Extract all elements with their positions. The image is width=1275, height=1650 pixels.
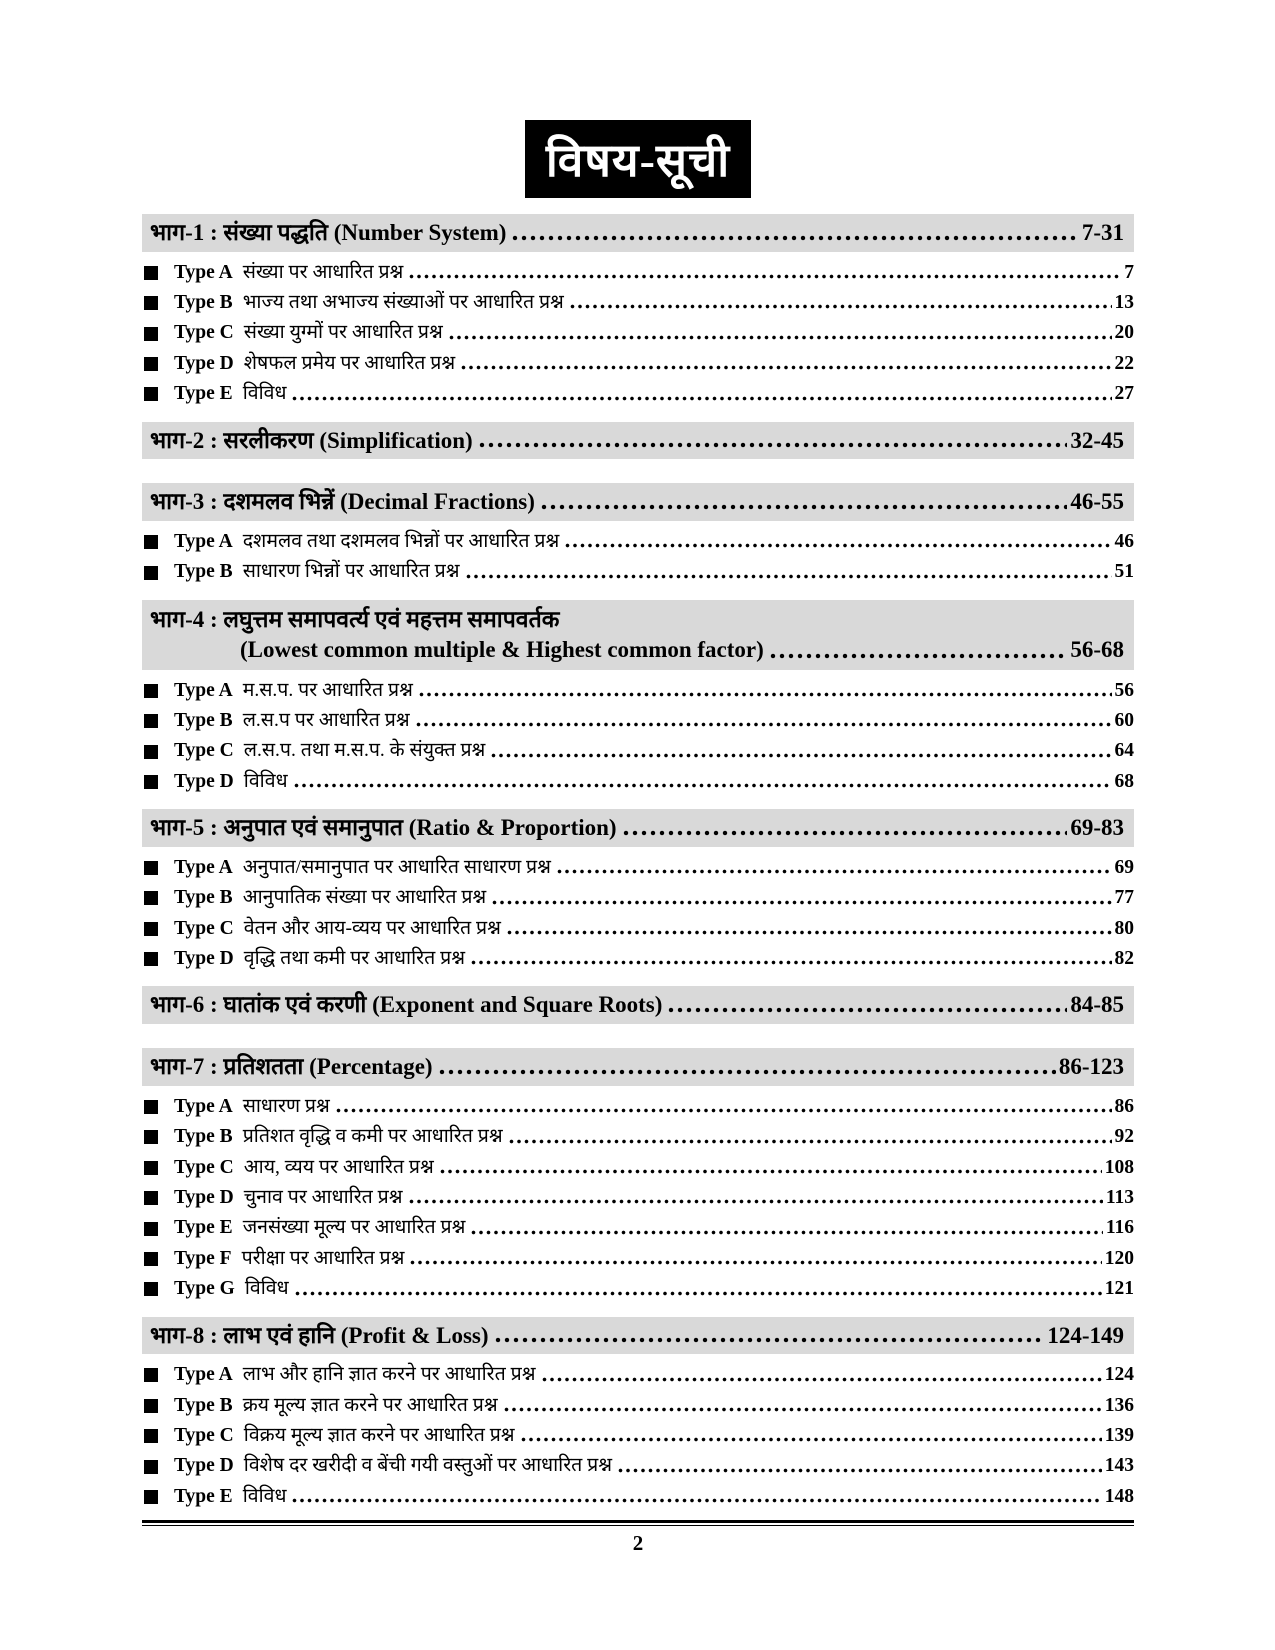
footer-rule [142,1520,1134,1526]
item-description: परीक्षा पर आधारित प्रश्न [241,1247,405,1269]
dot-leader [492,899,1111,906]
item-description: साधारण भिन्नों पर आधारित प्रश्न [242,561,460,583]
toc-item [142,292,1134,314]
item-page-number: 80 [1114,917,1134,939]
section-title: भाग-4 : लघुत्तम समापवर्त्य एवं महत्तम समापवर्तक [150,606,560,632]
item-type-label: Type C [174,740,234,762]
item-description: विशेष दर खरीदी व बेंची गयी वस्तुओं पर आधारित प्रश्न [243,1455,613,1477]
square-bullet-icon [144,1222,158,1236]
dot-leader [623,829,1068,837]
section-header-6 [142,986,1134,1024]
item-description: आनुपातिक संख्या पर आधारित प्रश्न [242,887,487,909]
dot-leader [292,395,1111,402]
dot-leader [410,1259,1101,1266]
item-description: लाभ और हानि ज्ञात करने पर आधारित प्रश्न [242,1364,536,1386]
item-page-number: 51 [1114,561,1134,583]
dot-leader [495,1336,1045,1344]
section-page-range: 124-149 [1047,1322,1124,1348]
item-page-number: 56 [1114,679,1134,701]
toc-item [142,857,1134,879]
toc-item [142,1425,1134,1447]
square-bullet-icon [144,357,158,371]
square-bullet-icon [144,266,158,280]
item-type-label: Type A [174,1364,233,1386]
page-title: विषय-सूची [525,120,751,198]
square-bullet-icon [144,1191,158,1205]
item-type-label: Type B [174,561,233,583]
dot-leader [471,1229,1102,1236]
item-page-number: 20 [1114,322,1134,344]
item-page-number: 68 [1114,770,1134,792]
dot-leader [409,1198,1103,1205]
dot-leader [294,782,1112,789]
section-page-range: 32-45 [1070,427,1124,453]
section-header-5 [142,809,1134,847]
section-header-2 [142,422,1134,460]
dot-leader [440,1168,1102,1175]
item-page-number: 124 [1104,1364,1134,1386]
dot-leader [491,752,1111,759]
square-bullet-icon [144,566,158,580]
item-description: ल.स.प पर आधारित प्रश्न [242,709,410,731]
toc-page [142,0,1134,1556]
toc-item [142,771,1134,793]
item-type-label: Type C [174,917,234,939]
item-type-label: Type B [174,292,233,314]
dot-leader [292,1497,1101,1504]
toc-item [142,948,1134,970]
item-description: आय, व्यय पर आधारित प्रश्न [243,1156,434,1178]
dot-leader [541,503,1067,511]
section-title: भाग-5 : अनुपात एवं समानुपात (Ratio & Proportion) [150,815,617,841]
item-description: दशमलव तथा दशमलव भिन्नों पर आधारित प्रश्न [242,530,560,552]
dot-leader [542,1376,1102,1383]
section-header-4 [142,600,1134,670]
item-description: प्रतिशत वृद्धि व कमी पर आधारित प्रश्न [242,1126,503,1148]
toc-item [142,710,1134,732]
item-description: संख्या युग्मों पर आधारित प्रश्न [243,322,443,344]
item-description: विविध [242,383,287,405]
section-page-range: 86-123 [1058,1054,1124,1080]
dot-leader [618,1467,1102,1474]
section-page-range: 7-31 [1081,220,1124,245]
toc-item [142,1157,1134,1179]
dot-leader [336,1107,1112,1114]
item-description: वेतन और आय-व्यय पर आधारित प्रश्न [243,917,501,939]
toc-item [142,262,1134,284]
square-bullet-icon [144,952,158,966]
square-bullet-icon [144,1161,158,1175]
square-bullet-icon [144,1282,158,1296]
item-page-number: 7 [1124,261,1134,283]
square-bullet-icon [144,891,158,905]
item-description: वृद्धि तथा कमी पर आधारित प्रश्न [243,948,465,970]
toc-item [142,383,1134,405]
dot-leader [668,1006,1067,1014]
square-bullet-icon [144,861,158,875]
dot-leader [504,1406,1102,1413]
section-title: भाग-8 : लाभ एवं हानि (Profit & Loss) [150,1322,489,1348]
item-page-number: 92 [1114,1126,1134,1148]
toc-item [142,1364,1134,1386]
item-type-label: Type E [174,1485,233,1507]
toc-item [142,1486,1134,1508]
item-page-number: 121 [1104,1278,1134,1300]
section-subtitle: (Lowest common multiple & Highest common factor) [240,636,764,662]
item-page-number: 60 [1114,709,1134,731]
item-page-number: 77 [1114,887,1134,909]
item-type-label: Type A [174,261,233,283]
item-page-number: 136 [1104,1394,1134,1416]
item-page-number: 27 [1114,383,1134,405]
item-description: भाज्य तथा अभाज्य संख्याओं पर आधारित प्रश्न [242,292,564,314]
item-type-label: Type G [174,1278,235,1300]
toc-item [142,1187,1134,1209]
item-type-label: Type D [174,1186,234,1208]
item-description: विक्रय मूल्य ज्ञात करने पर आधारित प्रश्न [243,1425,515,1447]
dot-leader [295,1290,1102,1297]
toc-item [142,1455,1134,1477]
item-type-label: Type C [174,322,234,344]
section-header-3 [142,483,1134,521]
footer-page-number: 2 [632,1531,644,1556]
item-page-number: 86 [1114,1095,1134,1117]
item-type-label: Type D [174,352,234,374]
item-type-label: Type C [174,1156,234,1178]
item-type-label: Type B [174,709,233,731]
item-description: संख्या पर आधारित प्रश्न [242,261,404,283]
square-bullet-icon [144,1130,158,1144]
section-page-range: 56-68 [1070,636,1124,662]
item-page-number: 64 [1114,740,1134,762]
item-page-number: 13 [1114,292,1134,314]
toc-item [142,353,1134,375]
square-bullet-icon [144,1100,158,1114]
toc-item [142,1248,1134,1270]
item-type-label: Type B [174,1126,233,1148]
square-bullet-icon [144,296,158,310]
item-description: चुनाव पर आधारित प्रश्न [243,1186,403,1208]
dot-leader [479,441,1068,449]
toc-item [142,1217,1134,1239]
item-description: साधारण प्रश्न [242,1095,330,1117]
dot-leader [449,334,1112,341]
square-bullet-icon [144,1368,158,1382]
item-type-label: Type B [174,887,233,909]
toc-item [142,918,1134,940]
dot-leader [471,959,1112,966]
dot-leader [466,573,1112,580]
square-bullet-icon [144,1399,158,1413]
dot-leader [557,868,1112,875]
item-description: क्रय मूल्य ज्ञात करने पर आधारित प्रश्न [242,1394,498,1416]
item-page-number: 22 [1114,352,1134,374]
toc-item [142,531,1134,553]
dot-leader [509,1138,1112,1145]
square-bullet-icon [144,535,158,549]
item-type-label: Type D [174,770,234,792]
item-type-label: Type F [174,1247,232,1269]
dot-leader [521,1436,1102,1443]
item-page-number: 46 [1114,530,1134,552]
square-bullet-icon [144,714,158,728]
section-header-7 [142,1048,1134,1086]
section-page-range: 84-85 [1070,992,1124,1018]
item-description: विविध [243,770,288,792]
dot-leader [439,1068,1056,1076]
item-page-number: 82 [1114,948,1134,970]
item-type-label: Type B [174,1394,233,1416]
square-bullet-icon [144,1429,158,1443]
square-bullet-icon [144,1460,158,1474]
item-page-number: 108 [1104,1156,1134,1178]
section-page-range: 46-55 [1070,489,1124,515]
item-page-number: 116 [1105,1217,1134,1239]
dot-leader [507,929,1112,936]
item-page-number: 143 [1104,1455,1134,1477]
toc-item [142,680,1134,702]
square-bullet-icon [144,745,158,759]
section-page-range: 69-83 [1070,815,1124,841]
item-type-label: Type A [174,1095,233,1117]
item-description: म.स.प. पर आधारित प्रश्न [242,679,413,701]
item-description: शेषफल प्रमेय पर आधारित प्रश्न [243,352,456,374]
toc-item [142,1395,1134,1417]
dot-leader [461,364,1111,371]
section-title: भाग-3 : दशमलव भिन्नें (Decimal Fractions) [150,489,535,515]
toc-item [142,322,1134,344]
item-description: जनसंख्या मूल्य पर आधारित प्रश्न [242,1217,466,1239]
item-page-number: 69 [1114,856,1134,878]
section-title: भाग-1 : संख्या पद्धति (Number System) [150,220,507,245]
section-title: भाग-6 : घातांक एवं करणी (Exponent and Square Roots) [150,992,663,1018]
item-type-label: Type E [174,383,233,405]
dot-leader [512,234,1078,242]
square-bullet-icon [144,775,158,789]
item-description: विविध [242,1485,287,1507]
section-header-1 [142,214,1134,252]
item-page-number: 120 [1104,1247,1134,1269]
toc-item [142,561,1134,583]
dot-leader [409,273,1121,280]
toc-item [142,740,1134,762]
item-description: विविध [244,1278,289,1300]
item-page-number: 148 [1104,1485,1134,1507]
square-bullet-icon [144,684,158,698]
item-type-label: Type A [174,679,233,701]
square-bullet-icon [144,1490,158,1504]
square-bullet-icon [144,1252,158,1266]
dot-leader [770,652,1068,660]
square-bullet-icon [144,387,158,401]
square-bullet-icon [144,922,158,936]
item-type-label: Type A [174,856,233,878]
toc-item [142,1096,1134,1118]
dot-leader [419,691,1112,698]
item-type-label: Type D [174,1455,234,1477]
toc-item [142,1126,1134,1148]
section-title: भाग-2 : सरलीकरण (Simplification) [150,427,473,453]
item-description: ल.स.प. तथा म.स.प. के संयुक्त प्रश्न [243,740,486,762]
item-page-number: 139 [1104,1425,1134,1447]
item-type-label: Type E [174,1217,233,1239]
item-type-label: Type C [174,1425,234,1447]
section-header-8 [142,1317,1134,1355]
dot-leader [565,542,1111,549]
item-description: अनुपात/समानुपात पर आधारित साधारण प्रश्न [242,856,551,878]
toc-item [142,1278,1134,1300]
dot-leader [570,303,1112,310]
dot-leader [416,721,1112,728]
toc-item [142,887,1134,909]
square-bullet-icon [144,327,158,341]
item-type-label: Type A [174,530,233,552]
item-page-number: 113 [1105,1186,1134,1208]
section-title: भाग-7 : प्रतिशतता (Percentage) [150,1054,433,1080]
item-type-label: Type D [174,948,234,970]
